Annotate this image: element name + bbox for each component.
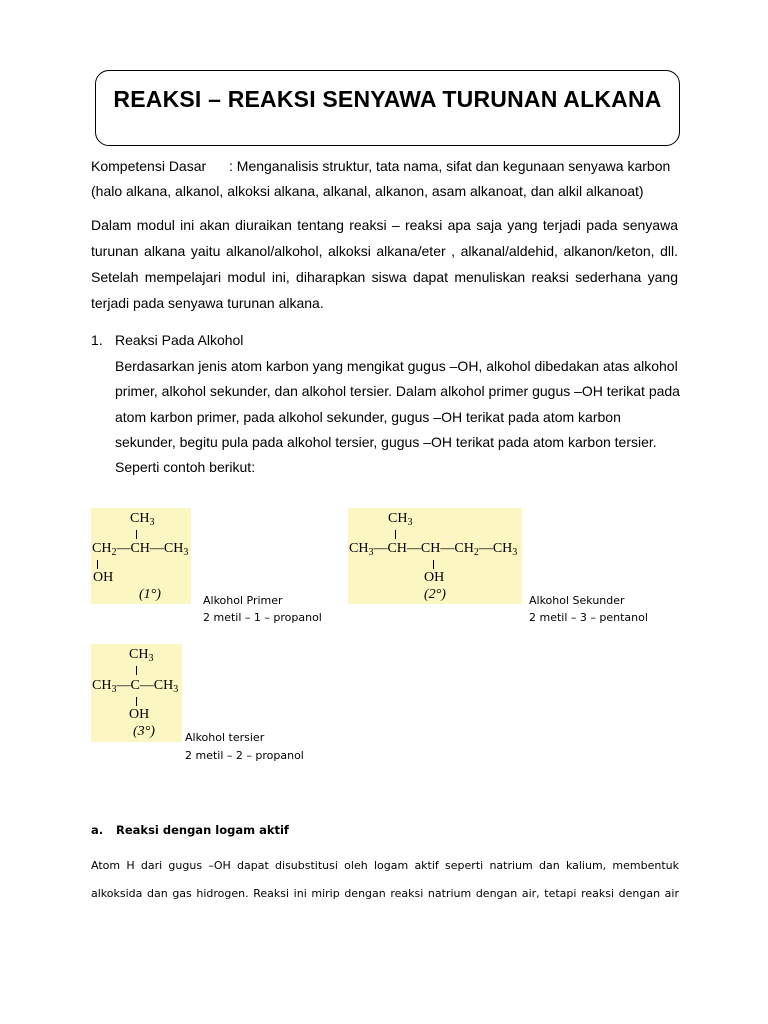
primer-top-group: $CH_3$ <box>130 511 155 528</box>
sekunder-name: 2 metil – 3 – pentanol <box>529 611 648 624</box>
bond-line <box>433 560 434 569</box>
sekunder-degree: (2°) <box>424 587 446 602</box>
intro-line: Dalam modul ini akan diuraikan tentang reaksi – reaksi apa saja yang terjadi pada senyawa <box>91 217 678 233</box>
bond-line <box>136 530 137 539</box>
tersier-chain: $CH_3—C—CH_3$ <box>92 678 179 695</box>
subsection-line: Atom H dari gugus –OH dapat disubstitusi oleh logam aktif seperti natrium dan kalium, membentuk <box>91 859 679 872</box>
sekunder-chain: $CH_3—CH—CH—CH_2—CH_3$ <box>349 541 518 558</box>
section-line: Berdasarkan jenis atom karbon yang mengikat gugus –OH, alkohol dibedakan atas alkohol <box>115 358 678 374</box>
subsection-line: alkoksida dan gas hidrogen. Reaksi ini mirip dengan reaksi natrium dengan air, tetapi reaksi dengan air <box>91 887 679 900</box>
tersier-label: Alkohol tersier <box>185 731 265 744</box>
sekunder-top-group: $CH_3$ <box>388 511 413 528</box>
structure-primer <box>91 508 191 604</box>
tersier-degree: (3°) <box>133 724 155 739</box>
bond-line <box>136 666 137 675</box>
tersier-oh: OH <box>129 707 150 722</box>
intro-line: terjadi pada senyawa turunan alkana. <box>91 295 324 311</box>
kompetensi-label: Kompetensi Dasar <box>91 158 207 174</box>
structure-sekunder <box>348 508 522 604</box>
bond-line <box>136 697 137 706</box>
bond-line <box>97 560 98 569</box>
primer-oh: OH <box>93 570 114 585</box>
sekunder-label: Alkohol Sekunder <box>529 594 625 607</box>
sekunder-oh: OH <box>424 570 445 585</box>
section-line: atom karbon primer, pada alkohol sekunder, gugus –OH terikat pada atom karbon <box>115 409 621 425</box>
tersier-top-group: $CH_3$ <box>129 647 154 664</box>
primer-chain: $CH_2—CH—CH_3$ <box>92 541 189 558</box>
tersier-name: 2 metil – 2 – propanol <box>185 749 304 762</box>
kompetensi-text-line1: : Menganalisis struktur, tata nama, sifat dan kegunaan senyawa karbon <box>229 158 671 174</box>
section-number: 1. <box>91 332 103 348</box>
bond-line <box>395 530 396 539</box>
primer-name: 2 metil – 1 – propanol <box>203 611 322 624</box>
primer-degree: (1°) <box>139 587 161 602</box>
section-line: Seperti contoh berikut: <box>115 459 256 475</box>
page-title: REAKSI – REAKSI SENYAWA TURUNAN ALKANA <box>113 86 662 112</box>
section-heading: Reaksi Pada Alkohol <box>115 332 244 348</box>
subsection-marker: a. <box>91 823 104 837</box>
subsection-heading: Reaksi dengan logam aktif <box>116 823 289 837</box>
section-line: primer, alkohol sekunder, dan alkohol tersier. Dalam alkohol primer gugus –OH terikat pada <box>115 383 680 399</box>
intro-line: turunan alkana yaitu alkanol/alkohol, alkoksi alkana/eter , alkanal/aldehid, alkanon/keton, dll. <box>91 243 678 259</box>
structure-tersier <box>91 644 182 742</box>
intro-line: Setelah mempelajari modul ini, diharapkan siswa dapat menuliskan reaksi sederhana yang <box>91 269 678 285</box>
kompetensi-text-line2: (halo alkana, alkanol, alkoksi alkana, alkanal, alkanon, asam alkanoat, dan alkil alkanoat) <box>91 183 644 199</box>
section-line: sekunder, begitu pula pada alkohol tersier, gugus –OH terikat pada atom karbon tersier. <box>115 434 657 450</box>
primer-label: Alkohol Primer <box>203 594 283 607</box>
